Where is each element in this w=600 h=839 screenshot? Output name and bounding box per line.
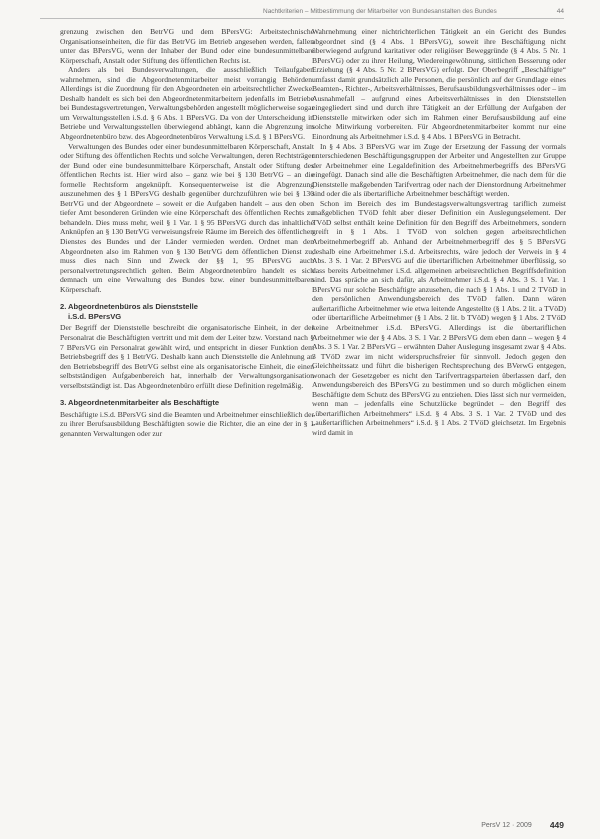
running-header xyxy=(40,8,564,19)
section-subtitle: i.S.d. BPersVG xyxy=(68,311,122,321)
page-number: 449 xyxy=(549,820,564,830)
running-title: Nachtkriterien – Mitbestimmung der Mitarbeiter von Bundesanstalten des Bundes xyxy=(263,8,497,15)
section-number: 2. xyxy=(60,302,67,312)
body-paragraph: In § 4 Abs. 3 BPersVG war im Zuge der Ersetzung der Fassung der vormals unterschiedenen Beschäftigungsgruppen der Arbeiter und Angestellten zur Gruppe der Arbeitnehmer eine Legaldefinition des Arbeitnehmerbegriffs des BPersVG eingefügt. Danach sind alle die Beschäftigten Arbeitnehmer, die nach dem für die Dienststelle maßgebenden Tarifvertrag oder nach der Dienstordnung Arbeitnehmer sind oder die als übertarifliche Arbeitnehmer beschäftigt werden. xyxy=(312,141,566,199)
body-paragraph: Beschäftigte i.S.d. BPersVG sind die Beamten und Arbeitnehmer einschließlich der zu ihrer Berufsausbildung Beschäftigten sowie die Richter, die an eine der in § 1 genannten Verwaltungen oder zur xyxy=(60,409,314,438)
left-column xyxy=(60,27,314,438)
body-paragraph: Verwaltungen des Bundes oder einer bundesunmittelbaren Körperschaft, Anstalt oder Stiftung des öffentlichen Rechts und solche Verwaltungen, deren Rechtsträger der Bund oder eine bundesunmittelbare Körperschaft, Anstalt oder Stiftung des öffentlichen Rechts ist. Hier wird also – ganz wie bei § 130 BetrVG – an die formelle Rechtsform angeknüpft. Konsequenterweise ist die Abgrenzung auszunehmen des § 1 BPersVG deshalb gegenüber durchzuführen wie bei § 130 BetrVG und der Abgeordnete – soweit er die Aufgaben handelt – aus den oben tiefer Amt besonderen Gründen wie eine Körperschaft des öffentlichen Rechts zu behandeln. Dies muss mehr, weil § 1 Var. 1 § 95 BPersVG durch das inhaltliche Anknüpfen an § 130 BetrVG verweisungsfreie Räume im Bereich des öffentlichen Dienstes des Bundes und der Länder vermieden werden. Ordnet man den Abgeordneten also im Rahmen von § 130 BetrVG dem öffentlichen Dienst zu, muss dies nach Sinn und Zweck der §§ 1, 95 BPersVG auch personalvertretungsrechtlich gelten. Beim Abgeordnetenbüro handelt es sich demnach um eine Verwaltung des Bundes bzw. einer bundesunmittelbaren Körperschaft. xyxy=(60,141,314,294)
section-heading xyxy=(60,302,314,321)
journal-issue: PersV 12 · 2009 xyxy=(481,821,532,829)
page-mark: 44 xyxy=(556,8,564,15)
body-paragraph: grenzung zwischen den BetrVG und dem BPersVG: Arbeitstechnische Organisationseinheiten, die für das BetrVG im Betrieb angesehen werden, fallen unter das BPersVG, wenn der Inhaber der Bund oder eine bundesunmittelbare Körperschaft, Anstalt oder Stiftung des öffentlichen Rechts ist. xyxy=(60,27,314,65)
section-title: Abgeordnetenmitarbeiter als Beschäftigte xyxy=(68,398,220,408)
section-heading xyxy=(60,398,314,408)
section-number: 3. xyxy=(60,398,67,408)
body-paragraph: Schon im Bereich des im Bundestagsverwaltungsvertrag tariflich zumeist maßgeblichen TVöD fehlt aber dieser Definition ein Auslegungselement. Der TVöD selbst enthält keine Definition für den Begriff des Arbeitnehmers, sondern greift in § 1 Abs. 1 TVöD von solchen gegen arbeitsrechtlichen Arbeitnehmerbegriff ab. Anhand der Arbeitnehmerbegriff des § 5 BPersVG deshalb eine Arbeitnehmer i.S.d. Arbeitsrechts, wäre jedoch der Verweis in § 4 Abs. 3 S. 1 Var. 2 BPersVG auf die übertariflichen Arbeitnehmer überflüssig, so dass bereits Arbeitnehmer i.S.d. allgemeinen arbeitsrechtlichen Begriffsdefinition sind. Das spräche an sich dafür, als Arbeitnehmer i.S.d. § 4 Abs. 3 S. 1 Var. 1 BPersVG nur solche Beschäftigte anzusehen, die nach § 1 Abs. 1 und 2 TVöD in den persönlichen Anwendungsbereich des TVöD fallen. Dann wären außertarifliche Arbeitnehmer wie etwa leitende Angestellte (§ 1 Abs. 2 lit. a TVöD) oder übertarifliche Arbeitnehmer (§ 1 Abs. 2 lit. b TVöD) wegen § 1 Abs. 2 TVöD keine Arbeitnehmer i.S.d. BPersVG. Allerdings ist die übertariflichen Arbeitnehmer wie der § 4 Abs. 3 S. 1 Var. 2 BPersVG dem eben dann – wegen § 4 Abs. 3 S. 1 Var. 2 BPersVG – erwähnten Daher Auslegung insgesamt zwar § 4 Abs. 3 TVöD zwar im nicht widerspruchsfreier für sinnvoll. Jedoch gegen den Gleichheitssatz und führt die bisherigen Rechtsprechung des BVerwG entgegen, wonach der Gesetzgeber es nicht den Tarifvertragsparteien überlassen darf, den Anwendungsbereich des BPersVG zu bestimmen und so durch möglichen einem Beschäftigte dem Schutz des BPersVG zu entziehen. Dies lässt sich nur vermeiden, wenn man – jedenfalls eine Schutzlücke begründet – den Begriff des „übertariflichen Arbeitnehmers“ i.S.d. § 4 Abs. 3 S. 1 Var. 2 TVöD und des „außertariflichen Arbeitnehmers“ i.S.d. § 1 Abs. 2 TVöD gleichsetzt. Im Ergebnis wird damit in xyxy=(312,198,567,437)
body-paragraph: Der Begriff der Dienststelle beschreibt die organisatorische Einheit, in der der Personalrat die Beschäftigten vertritt und mit dem der Leiter bzw. Vorstand nach § 7 BPersVG ein Personalrat gewählt wird, und entspricht in dieser Funktion dem Betriebsbegriff des § 1 BetrVG. Deshalb kann auch Dienststelle die Anlehnung an den Betriebsbegriff des BetrVG selbst eine als organisatorische Einheit, die einen selbstständigen Aufgabenbereich hat, innerhalb der Verwaltungsorganisation verselbstständigt ist. Das Abgeordnetenbüro erfüllt diese Definition regelmäßig. xyxy=(60,323,314,390)
section-title: Abgeordnetenbüros als Dienststelle xyxy=(68,302,198,312)
right-column xyxy=(312,27,566,438)
body-paragraph: Wahrnehmung einer nichtrichterlichen Tätigkeit an ein Gericht des Bundes abgeordnet sind (§ 4 Abs. 1 BPersVG), soweit ihre Beschäftigung nicht überwiegend aufgrund karitativer oder religiöser Beweggründe (§ 4 Abs. 5 Nr. 1 BPersVG) oder zu ihrer Heilung, Wiedereingewöhnung, sittlichen Besserung oder Erziehung (§ 4 Abs. 5 Nr. 2 BPersVG) erfolgt. Der Oberbegriff „Beschäftigte“ umfasst damit grundsätzlich alle Personen, die persönlich auf der Grundlage eines Beamten-, Richter-, Arbeitsverhältnisses, Berufsausbildungsverhältnisses oder – im Ausnahmefall – aufgrund eines Arbeitsverhältnisses in den Dienststellen eingegliedert sind und durch ihre Tätigkeit an der Erfüllung der Aufgaben der Dienststelle mitwirken oder sich im Rahmen einer Berufsausbildung auf eine solche Mitwirkung vorbereiten. Für Abgeordnetenmitarbeiter kommt nur eine Einordnung als Arbeitnehmer i.S.d. § 4 Abs. 1 BPersVG in Betracht. xyxy=(312,27,566,142)
page-footer xyxy=(60,820,564,830)
body-paragraph: Anders als bei Bundesverwaltungen, die ausschließlich Teilaufgaben wahrnehmen, sind die Abgeordnetenmitarbeiter meist vorrangig Behörden. Allerdings ist die Zuordnung für den Abgeordneten ein arbeitsrechtlicher Zwecke. Deshalb handelt es sich bei den Abgeordnetenmitarbeitern jedenfalls im Betriebe bei Bundestagsvertretungen, Verwaltungsbehörden angestellt möglicherweise sogar um Verwaltungsstellen i.S.d. § 6 Abs. 1 BPersVG. Da von der Unterscheidung in Betriebe und Verwaltungsstellen überwiegend abhängt, kann die Abgrenzung im Abgeordnetenbüro bzw. des Abgeordnetenbüros Verwaltung i.S.d. § 1 BPersVG. xyxy=(60,65,314,142)
